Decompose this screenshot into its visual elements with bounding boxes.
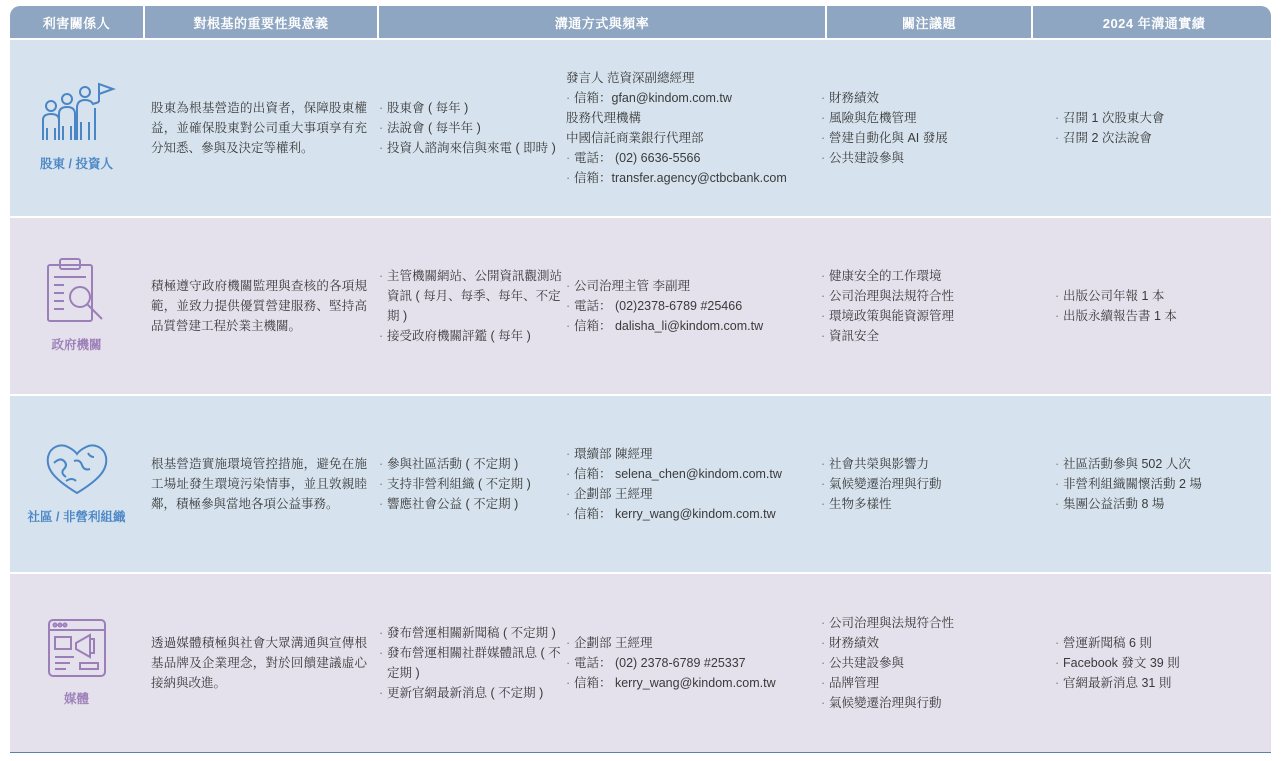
list-item: · 電話： (02) 6636-5566	[566, 148, 787, 168]
browser-megaphone-icon	[46, 617, 108, 679]
methods-cell	[375, 40, 566, 216]
list-item: · 信箱：gfan@kindom.com.tw	[566, 88, 787, 108]
list-item: · 召開 2 次法說會	[1055, 128, 1164, 148]
list-item: · 公共建設參與	[821, 148, 948, 168]
list-item: · 公共建設參與	[821, 653, 954, 673]
stakeholder-cell	[10, 218, 143, 394]
people-flag-icon	[37, 82, 117, 144]
list-item: · 資訊安全	[821, 326, 954, 346]
list-item: · 營建自動化與 AI 發展	[821, 128, 948, 148]
list-item: · 主管機關網站、公開資訊觀測站資訊 ( 每月、每季、每年、不定期 )	[379, 266, 566, 326]
list-item: · 企劃部 王經理	[566, 633, 776, 653]
list-item: · 社區活動參與 502 人次	[1055, 454, 1202, 474]
issues-cell	[819, 40, 1025, 216]
clipboard-magnifier-icon	[42, 257, 112, 325]
table-row	[10, 218, 1271, 394]
table-row	[10, 574, 1271, 752]
results-cell	[1025, 40, 1271, 216]
issues-cell	[819, 396, 1025, 572]
list-item: · 發布營運相關社群媒體訊息 ( 不定期 )	[379, 643, 566, 683]
contacts-cell	[566, 574, 819, 752]
stakeholder-label: 社區 / 非營利組織	[27, 510, 126, 524]
list-item: · 投資人諮詢來信與來電 ( 即時 )	[379, 138, 556, 158]
list-item: · 公司治理主管 李副理	[566, 276, 763, 296]
table-row	[10, 396, 1271, 572]
methods-cell	[375, 218, 566, 394]
stakeholder-label: 政府機關	[51, 338, 102, 352]
list-item: · 出版永續報告書 1 本	[1055, 306, 1177, 326]
stakeholder-label: 股東 / 投資人	[40, 157, 113, 171]
list-item: · 營運新聞稿 6 則	[1055, 633, 1180, 653]
stakeholder-label: 媒體	[63, 692, 89, 706]
list-item: · 財務績效	[821, 633, 954, 653]
issues-cell	[819, 218, 1025, 394]
significance-text: 根基營造實施環境管控措施，避免在施工場址發生環境污染情事，並且敦親睦鄰，積極參與當地各項公益事務。	[151, 457, 367, 511]
significance-text: 透過媒體積極與社會大眾溝通與宣傳根基品牌及企業理念，對於回饋建議虛心接納與改進。	[151, 636, 367, 690]
list-item: · 出版公司年報 1 本	[1055, 286, 1177, 306]
list-item: · 發布營運相關新聞稿 ( 不定期 )	[379, 623, 566, 643]
list-item: 中國信託商業銀行代理部	[566, 131, 704, 145]
list-item: · 響應社會公益 ( 不定期 )	[379, 494, 531, 514]
header-methods: 溝通方式與頻率	[379, 6, 825, 38]
list-item: · 風險與危機管理	[821, 108, 948, 128]
table-bottom-rule	[10, 752, 1271, 753]
list-item: · 官網最新消息 31 則	[1055, 673, 1180, 693]
significance-text: 積極遵守政府機關監理與查核的各項規範，並致力提供優質營建服務、堅持高品質營建工程於業主機關。	[151, 279, 367, 333]
contacts-cell	[566, 396, 819, 572]
stakeholder-table	[10, 6, 1271, 38]
methods-cell	[375, 396, 566, 572]
list-item: · 品牌管理	[821, 673, 954, 693]
results-cell	[1025, 396, 1271, 572]
stakeholder-cell	[10, 40, 143, 216]
list-item: · 財務績效	[821, 88, 948, 108]
list-item: · 氣候變遷治理與行動	[821, 474, 942, 494]
list-item: · 集團公益活動 8 場	[1055, 494, 1202, 514]
table-row	[10, 40, 1271, 216]
header-stakeholder: 利害關係人	[10, 6, 143, 38]
contacts-cell	[566, 218, 819, 394]
list-item: · 企劃部 王經理	[566, 484, 782, 504]
list-item: · 社會共榮與影響力	[821, 454, 942, 474]
significance-cell	[143, 396, 375, 572]
list-item: 股務代理機構	[566, 111, 642, 125]
significance-cell	[143, 574, 375, 752]
list-item: · 信箱：transfer.agency@ctbcbank.com	[566, 168, 787, 188]
list-item: · 健康安全的工作環境	[821, 266, 954, 286]
heart-globe-icon	[44, 441, 110, 497]
list-item: · 電話： (02) 2378-6789 #25337	[566, 653, 776, 673]
list-item: · 環續部 陳經理	[566, 444, 782, 464]
significance-cell	[143, 40, 375, 216]
list-item: · 信箱： selena_chen@kindom.com.tw	[566, 464, 782, 484]
list-item: · Facebook 發文 39 則	[1055, 653, 1180, 673]
list-item: · 股東會 ( 每年 )	[379, 98, 556, 118]
list-item: · 氣候變遷治理與行動	[821, 693, 954, 713]
header-results: 2024 年溝通實績	[1033, 6, 1271, 38]
significance-cell	[143, 218, 375, 394]
results-cell	[1025, 218, 1271, 394]
list-item: · 更新官網最新消息 ( 不定期 )	[379, 683, 566, 703]
list-item: · 公司治理與法規符合性	[821, 613, 954, 633]
list-item: · 環境政策與能資源管理	[821, 306, 954, 326]
header-significance: 對根基的重要性與意義	[145, 6, 377, 38]
list-item: · 支持非營利組織 ( 不定期 )	[379, 474, 531, 494]
list-item: · 法說會 ( 每半年 )	[379, 118, 556, 138]
list-item: · 信箱： dalisha_li@kindom.com.tw	[566, 316, 763, 336]
list-item: 發言人 范資深副總經理	[566, 71, 695, 85]
results-cell	[1025, 574, 1271, 752]
list-item: · 非營利組織關懷活動 2 場	[1055, 474, 1202, 494]
list-item: · 召開 1 次股東大會	[1055, 108, 1164, 128]
list-item: · 接受政府機關評鑑 ( 每年 )	[379, 326, 566, 346]
significance-text: 股東為根基營造的出資者，保障股東權益，並確保股東對公司重大事項享有充分知悉、參與及決定等權利。	[151, 101, 367, 155]
list-item: · 生物多樣性	[821, 494, 942, 514]
list-item: · 電話： (02)2378-6789 #25466	[566, 296, 763, 316]
issues-cell	[819, 574, 1025, 752]
list-item: · 信箱： kerry_wang@kindom.com.tw	[566, 673, 776, 693]
header-issues: 關注議題	[827, 6, 1031, 38]
methods-cell	[375, 574, 566, 752]
list-item: · 公司治理與法規符合性	[821, 286, 954, 306]
contacts-cell	[566, 40, 819, 216]
stakeholder-cell	[10, 396, 143, 572]
stakeholder-cell	[10, 574, 143, 752]
list-item: · 信箱： kerry_wang@kindom.com.tw	[566, 504, 782, 524]
list-item: · 參與社區活動 ( 不定期 )	[379, 454, 531, 474]
table-header	[10, 6, 1271, 38]
